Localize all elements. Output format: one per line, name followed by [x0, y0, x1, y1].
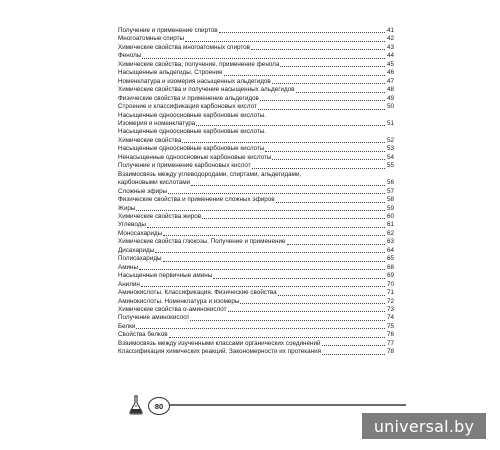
toc-entry: [118, 247, 394, 255]
toc-leader-dots: [147, 227, 385, 228]
toc-leader-dots: [265, 151, 385, 152]
toc-entry-title: Химические свойства α-аминокислот: [118, 305, 227, 313]
toc-entry: [118, 213, 394, 221]
toc-leader-dots: [139, 269, 385, 270]
toc-entry-page: 78: [386, 348, 394, 356]
toc-entry-page: 60: [386, 212, 394, 220]
toc-leader-dots: [287, 244, 386, 245]
toc-leader-dots: [142, 58, 385, 59]
toc-leader-dots: [191, 185, 385, 186]
toc-entry-page: 49: [386, 94, 394, 102]
toc-leader-dots: [182, 142, 385, 143]
toc-entry: [118, 27, 394, 35]
toc-entry-page: 50: [386, 103, 394, 111]
toc-leader-dots: [322, 354, 385, 355]
toc-leader-dots: [141, 286, 385, 287]
toc-entry: [118, 120, 394, 128]
toc-leader-dots: [278, 295, 385, 296]
toc-entry-page: 73: [386, 305, 394, 313]
toc-entry: [118, 162, 394, 170]
toc-entry: [118, 289, 394, 297]
toc-entry-title: Получение аминокислот: [118, 314, 190, 322]
toc-entry: [118, 78, 394, 86]
toc-entry-title: Дисахариды: [118, 246, 155, 254]
toc-entry: [118, 154, 394, 162]
toc-entry: [118, 323, 394, 331]
toc-entry: [118, 112, 394, 120]
toc-entry: [118, 86, 394, 94]
toc-leader-dots: [240, 303, 385, 304]
toc-entry: [118, 196, 394, 204]
toc-leader-dots: [136, 328, 385, 329]
toc-leader-dots: [276, 202, 385, 203]
toc-leader-dots: [224, 75, 385, 76]
table-of-contents: [118, 27, 394, 357]
toc-entry: [118, 255, 394, 263]
toc-entry: [118, 230, 394, 238]
toc-entry-page: 70: [386, 280, 394, 288]
toc-entry: [118, 103, 394, 111]
toc-entry: [118, 264, 394, 272]
toc-entry-page: 42: [386, 35, 394, 43]
toc-entry-page: 43: [386, 43, 394, 51]
toc-entry-page: 47: [386, 77, 394, 85]
toc-entry: [118, 69, 394, 77]
toc-entry-title: Насыщенные одноосновные карбоновые кислоты.: [118, 111, 267, 119]
toc-entry-title: Амины: [118, 263, 139, 271]
toc-entry-title: Химические свойства: [118, 136, 182, 144]
toc-entry-page: 77: [386, 339, 394, 347]
toc-leader-dots: [196, 125, 385, 126]
toc-leader-dots: [163, 261, 385, 262]
toc-entry-title: Аминокислоты. Номенклатура и изомеры: [118, 297, 240, 305]
toc-entry: [118, 340, 394, 348]
toc-entry-title: Белки: [118, 322, 136, 330]
toc-entry-page: 53: [386, 145, 394, 153]
toc-entry-page: 56: [386, 179, 394, 187]
toc-entry-title: Химические свойства многоатомных спиртов: [118, 43, 250, 51]
toc-leader-dots: [169, 337, 385, 338]
toc-leader-dots: [190, 320, 385, 321]
toc-entry-page: 57: [386, 187, 394, 195]
toc-entry-page: 54: [386, 153, 394, 161]
toc-entry-title: Моносахариды: [118, 229, 163, 237]
toc-entry-title: Номенклатура и изомерия насыщенных альдегидов: [118, 77, 271, 85]
toc-entry-page: 48: [386, 86, 394, 94]
toc-entry: [118, 205, 394, 213]
toc-leader-dots: [251, 49, 385, 50]
toc-entry-title: Насыщенные альдегиды. Строение: [118, 69, 223, 77]
toc-entry-title: Взаимосвязь между изученными классами органических соединений: [118, 339, 321, 347]
toc-leader-dots: [168, 193, 385, 194]
toc-leader-dots: [136, 210, 385, 211]
toc-entry-title: Аминокислоты. Классификация. Физические свойства: [118, 289, 277, 297]
toc-leader-dots: [163, 235, 385, 236]
toc-entry: [118, 52, 394, 60]
toc-entry: [118, 95, 394, 103]
toc-entry: [118, 348, 394, 356]
flask-icon: [128, 395, 144, 415]
toc-entry-page: 63: [386, 238, 394, 246]
toc-entry-page: 68: [386, 263, 394, 271]
toc-leader-dots: [322, 345, 386, 346]
toc-entry: [118, 272, 394, 280]
toc-entry-title: Строение и классификация карбоновых кислот: [118, 103, 257, 111]
toc-leader-dots: [296, 92, 385, 93]
toc-entry: [118, 35, 394, 43]
toc-entry-title: Химические свойства, получение, применение фенола: [118, 60, 280, 68]
toc-entry-page: 46: [386, 69, 394, 77]
toc-entry-page: 52: [386, 136, 394, 144]
toc-entry-title: Физические свойства и применение альдегидов: [118, 94, 259, 102]
toc-entry-page: 64: [386, 246, 394, 254]
toc-entry: [118, 61, 394, 69]
toc-leader-dots: [185, 41, 385, 42]
toc-entry: [118, 145, 394, 153]
page-number: 80: [148, 397, 170, 415]
toc-leader-dots: [280, 66, 385, 67]
toc-entry-page: 71: [386, 289, 394, 297]
toc-entry: [118, 44, 394, 52]
toc-entry: [118, 331, 394, 339]
toc-entry-page: 69: [386, 272, 394, 280]
toc-entry-title: Химические свойства жиров: [118, 212, 202, 220]
toc-entry: [118, 221, 394, 229]
toc-entry-page: 65: [386, 255, 394, 263]
toc-entry-title: Изомерия и номенклатура: [118, 119, 196, 127]
toc-entry: [118, 314, 394, 322]
toc-leader-dots: [202, 218, 385, 219]
toc-entry-page: 75: [386, 322, 394, 330]
toc-leader-dots: [252, 168, 385, 169]
toc-entry-title: Анилин: [118, 280, 140, 288]
toc-entry-page: 59: [386, 204, 394, 212]
toc-entry-title: Физические свойства и применение сложных эфиров: [118, 196, 275, 204]
toc-leader-dots: [260, 100, 385, 101]
toc-entry: [118, 137, 394, 145]
toc-entry-title: Сложные эфиры: [118, 187, 168, 195]
toc-entry: [118, 179, 394, 187]
toc-entry-title: Жиры: [118, 204, 136, 212]
toc-leader-dots: [272, 83, 385, 84]
toc-entry: [118, 298, 394, 306]
toc-entry-page: 51: [386, 119, 394, 127]
toc-entry: [118, 238, 394, 246]
toc-leader-dots: [228, 311, 386, 312]
toc-entry-title: Получение и применение спиртов: [118, 27, 218, 34]
toc-leader-dots: [272, 159, 385, 160]
toc-entry-title: Полисахариды: [118, 255, 162, 263]
toc-entry-title: Получение и применение карбоновых кислот: [118, 162, 251, 170]
toc-entry-title: Насыщенные одноосновные карбоновые кислоты.: [118, 128, 267, 136]
toc-entry-title: Фенолы: [118, 52, 142, 60]
toc-leader-dots: [258, 109, 385, 110]
toc-entry-title: Насыщенные первичные амины: [118, 272, 213, 280]
toc-entry-title: Многоатомные спирты: [118, 35, 184, 43]
toc-entry-page: 62: [386, 229, 394, 237]
toc-entry-page: 76: [386, 331, 394, 339]
toc-entry-title: Ненасыщенные одноосновные карбоновые кислоты: [118, 153, 272, 161]
toc-entry: [118, 171, 394, 179]
toc-entry-title: Химические свойства и получение насыщенных альдегидов: [118, 86, 295, 94]
toc-entry: [118, 188, 394, 196]
toc-entry-title: Химические свойства глюкозы. Получение и применение: [118, 238, 286, 246]
toc-entry-title: Свойства белков: [118, 331, 168, 339]
toc-entry-page: 41: [386, 27, 394, 34]
toc-entry-title: Насыщенные одноосновные карбоновые кислоты: [118, 145, 265, 153]
toc-entry: [118, 128, 394, 136]
footer-rule: [148, 404, 406, 406]
toc-entry: [118, 281, 394, 289]
toc-entry-page: 74: [386, 314, 394, 322]
toc-entry-page: 61: [386, 221, 394, 229]
watermark: universal.by: [362, 413, 486, 439]
toc-entry-title: Взаимосвязь между углеводородами, спиртами, альдегидами,: [118, 170, 302, 178]
toc-entry-page: 72: [386, 297, 394, 305]
toc-leader-dots: [219, 32, 385, 33]
toc-leader-dots: [213, 278, 385, 279]
toc-entry-title: карбоновыми кислотами: [118, 179, 191, 187]
toc-entry-page: 58: [386, 196, 394, 204]
toc-entry-title: Классификация химических реакций. Закономерности их протекания: [118, 348, 322, 356]
toc-entry-page: 45: [386, 60, 394, 68]
toc-leader-dots: [155, 252, 385, 253]
toc-entry-page: 44: [386, 52, 394, 60]
toc-entry-title: Углеводы: [118, 221, 146, 229]
toc-entry-page: 55: [386, 162, 394, 170]
toc-entry: [118, 306, 394, 314]
